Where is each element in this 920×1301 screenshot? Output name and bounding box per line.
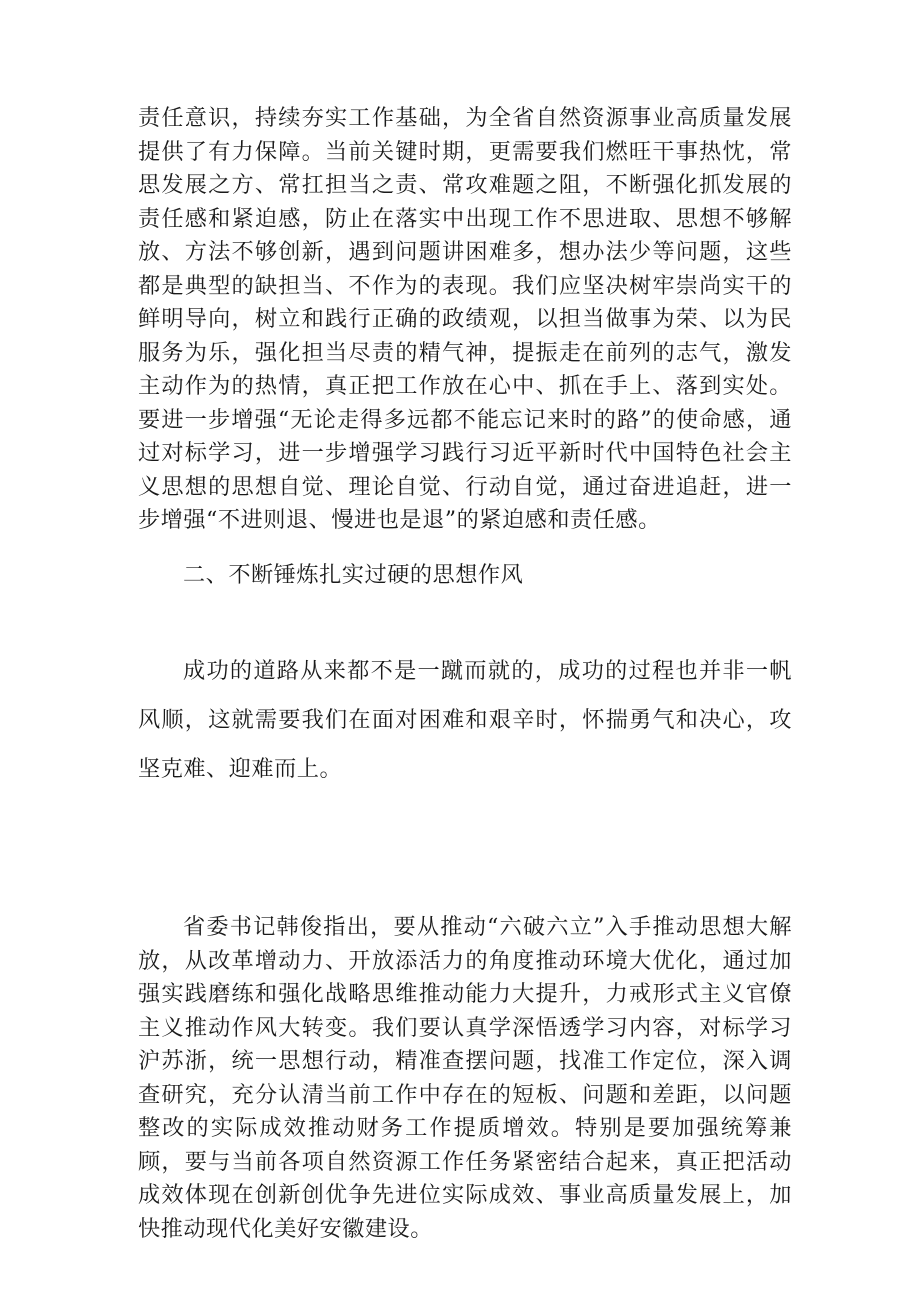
paragraph-intro: 成功的道路从来都不是一蹴而就的，成功的过程也并非一帆风顺，这就需要我们在面对困难和艰辛时，怀揣勇气和决心，攻坚克难、迎难而上。 [138, 658, 792, 782]
section-heading: 二、不断锤炼扎实过硬的思想作风 [183, 562, 524, 588]
paragraph-body: 省委书记韩俊指出，要从推动“六破六立”入手推动思想大解放，从改革增动力、开放添活力的角度推动环境大优化，通过加强实践磨练和强化战略思维推动能力大提升，力戒形式主义官僚主义推动作风大转变。我们要认真学深悟透学习内容，对标学习沪苏浙，统一思想行动，精准查摆问题，找准工作定位，深入调查研究，充分认清当前工作中存在的短板、问题和差距，以问题整改的实际成效推动财务工作提质增效。特别是要加强统筹兼顾，要与当前各项自然资源工作任务紧密结合起来，真正把活动成效体现在创新创优争先进位实际成效、事业高质量发展上，加快推动现代化美好安徽建设。 [138, 914, 792, 1242]
paragraph-continuation: 责任意识，持续夯实工作基础，为全省自然资源事业高质量发展提供了有力保障。当前关键时期，更需要我们燃旺干事热忱，常思发展之方、常扛担当之责、常攻难题之阻，不断强化抓发展的责任感和紧迫感，防止在落实中出现工作不思进取、思想不够解放、方法不够创新，遇到问题讲困难多，想办法少等问题，这些都是典型的缺担当、不作为的表现。我们应坚决树牢崇尚实干的鲜明导向，树立和践行正确的政绩观，以担当做事为荣、以为民服务为乐，强化担当尽责的精气神，提振走在前列的志气，激发主动作为的热情，真正把工作放在心中、抓在手上、落到实处。要进一步增强“无论走得多远都不能忘记来时的路”的使命感，通过对标学习，进一步增强学习践行习近平新时代中国特色社会主义思想的思想自觉、理论自觉、行动自觉，通过奋进追赶，进一步增强“不进则退、慢进也是退”的紧迫感和责任感。 [138, 105, 792, 533]
